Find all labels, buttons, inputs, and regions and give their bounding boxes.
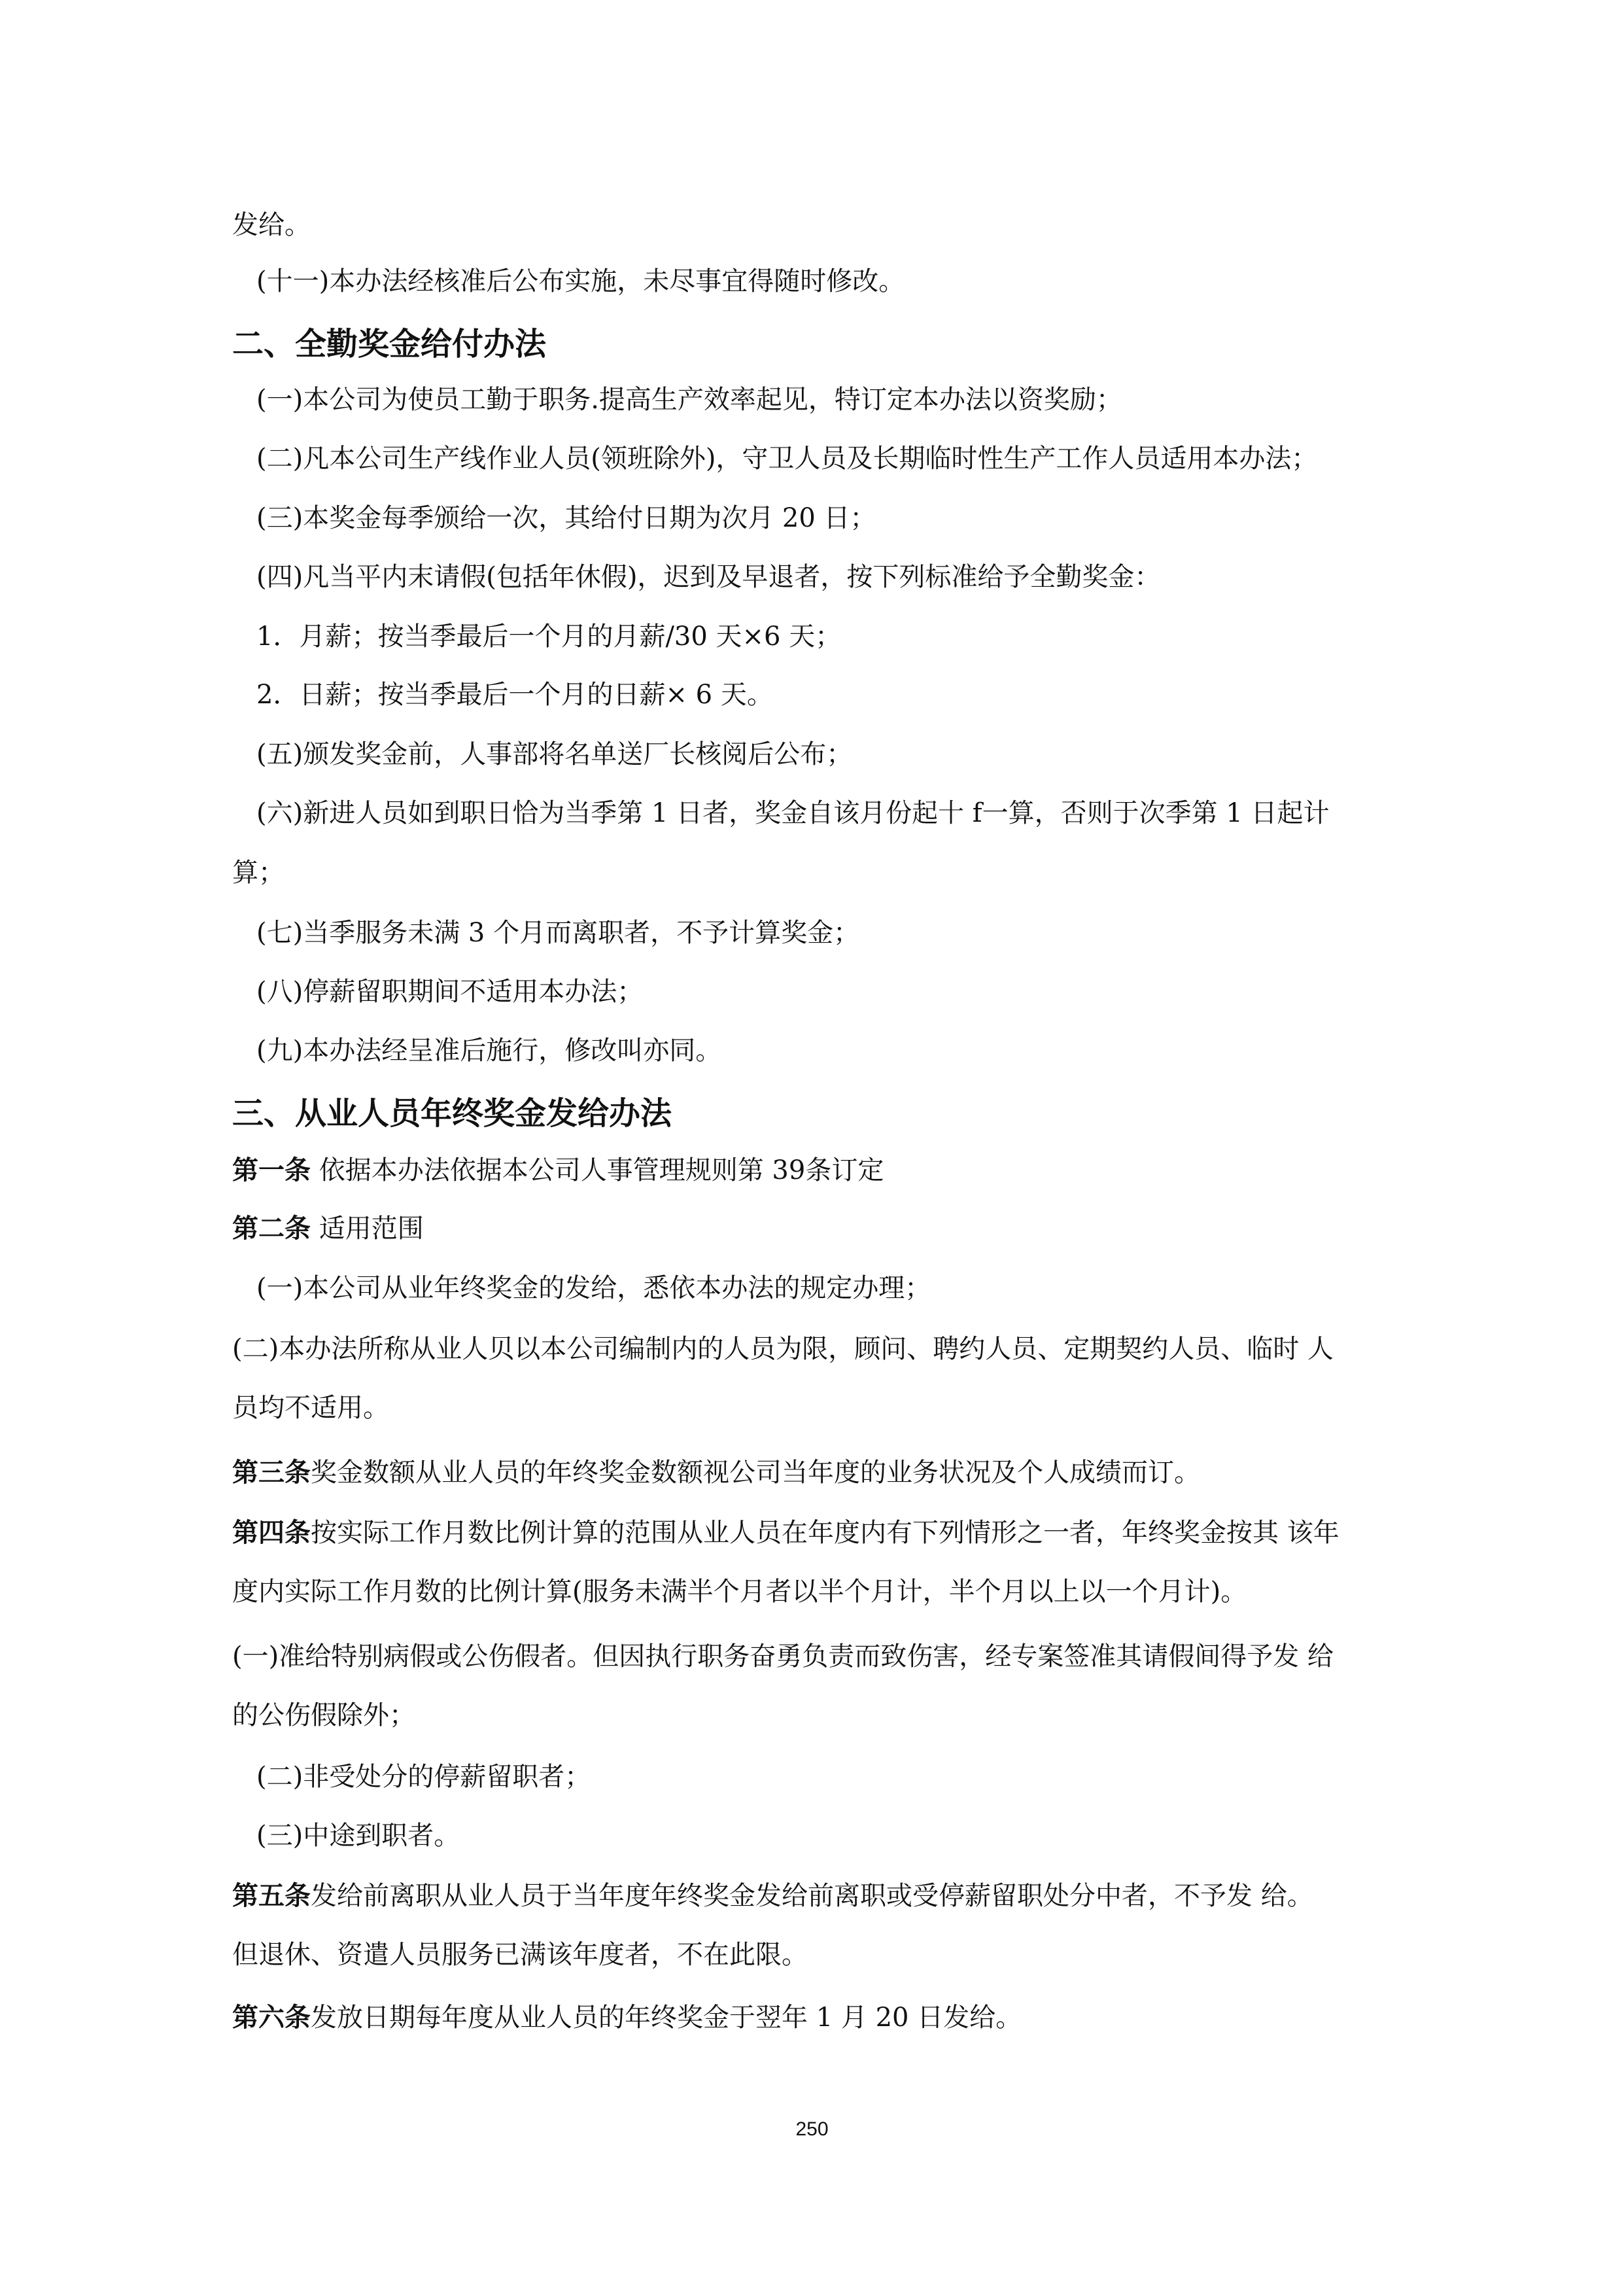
text-line: (一)本公司从业年终奖金的发给，悉依本办法的规定办理；: [256, 1273, 931, 1303]
article-label: 第六条: [232, 2003, 311, 2033]
article-text: 按实际工作月数比例计算的范围从业人员在年度内有下列情形之一者，年终奖金按其 该年: [311, 1518, 1339, 1548]
text-line: 发给。: [232, 210, 311, 240]
article-text: 发给前离职从业人员于当年度年终奖金发给前离职或受停薪留职处分中者，不予发 给。: [311, 1881, 1313, 1911]
section-heading-2: 二、全勤奖金给付办法: [232, 326, 547, 362]
text-line: (三)中途到职者。: [256, 1821, 460, 1851]
article-label: 第一条: [232, 1155, 311, 1185]
text-line: 算；: [232, 858, 285, 888]
text-line: 2．日薪；按当季最后一个月的日薪× 6 天。: [256, 680, 773, 710]
text-line: 但退休、资遣人员服务已满该年度者，不在此限。: [232, 1940, 808, 1970]
article-6: [232, 2001, 1022, 2035]
text-line: 1．月薪；按当季最后一个月的月薪/30 天×6 天；: [256, 622, 842, 652]
text-line: (六)新进人员如到职日恰为当季第 1 日者，奖金自该月份起十 f一算，否则于次季第 1 日起计: [256, 798, 1330, 828]
text-line: (十一)本办法经核准后公布实施，未尽事宜得随时修改。: [256, 266, 905, 296]
text-line: (五)颁发奖金前，人事部将名单送厂长核阅后公布；: [256, 739, 853, 769]
text-line: (九)本办法经呈准后施行，修改叫亦同。: [256, 1036, 722, 1066]
article-label: 第三条: [232, 1458, 311, 1488]
article-4: [232, 1516, 1339, 1550]
text-line: (四)凡当平内末请假(包括年休假)，迟到及早退者，按下列标准给予全勤奖金：: [256, 562, 1161, 592]
text-line: (七)当季服务未满 3 个月而离职者，不予计算奖金；: [256, 918, 860, 948]
text-line: (二)本办法所称从业人贝以本公司编制内的人员为限，顾问、聘约人员、定期契约人员、临时 人: [232, 1334, 1334, 1364]
text-line: (二)凡本公司生产线作业人员(领班除外)，守卫人员及长期临时性生产工作人员适用本办法；: [256, 444, 1318, 474]
article-3: [232, 1456, 1200, 1490]
text-line: (一)本公司为使员工勤于职务.提高生产效率起见，特订定本办法以资奖励；: [256, 385, 1122, 415]
article-text: 依据本办法依据本公司人事管理规则第 39条订定: [311, 1155, 884, 1185]
page-number: 250: [795, 2118, 829, 2140]
text-line: 度内实际工作月数的比例计算(服务未满半个月者以半个月计，半个月以上以一个月计)。: [232, 1577, 1247, 1607]
text-line: (二)非受处分的停薪留职者；: [256, 1762, 591, 1792]
article-label: 第五条: [232, 1881, 311, 1911]
article-label: 第二条: [232, 1214, 311, 1244]
article-2: [232, 1212, 424, 1246]
article-text: 发放日期每年度从业人员的年终奖金于翌年 1 月 20 日发给。: [311, 2003, 1022, 2033]
article-text: 适用范围: [311, 1214, 424, 1244]
text-line: (一)准给特别病假或公伤假者。但因执行职务奋勇负责而致伤害，经专案签准其请假间得予发 给: [232, 1641, 1334, 1672]
text-line: (三)本奖金每季颁给一次，其给付日期为次月 20 日；: [256, 503, 876, 533]
section-heading-3: 三、从业人员年终奖金发给办法: [232, 1095, 672, 1132]
article-1: [232, 1153, 884, 1187]
text-line: 员均不适用。: [232, 1393, 389, 1423]
text-line: (八)停薪留职期间不适用本办法；: [256, 977, 644, 1007]
article-text: 奖金数额从业人员的年终奖金数额视公司当年度的业务状况及个人成绩而订。: [311, 1458, 1200, 1488]
article-label: 第四条: [232, 1518, 311, 1548]
article-5: [232, 1879, 1313, 1913]
text-line: 的公伤假除外；: [232, 1700, 415, 1730]
